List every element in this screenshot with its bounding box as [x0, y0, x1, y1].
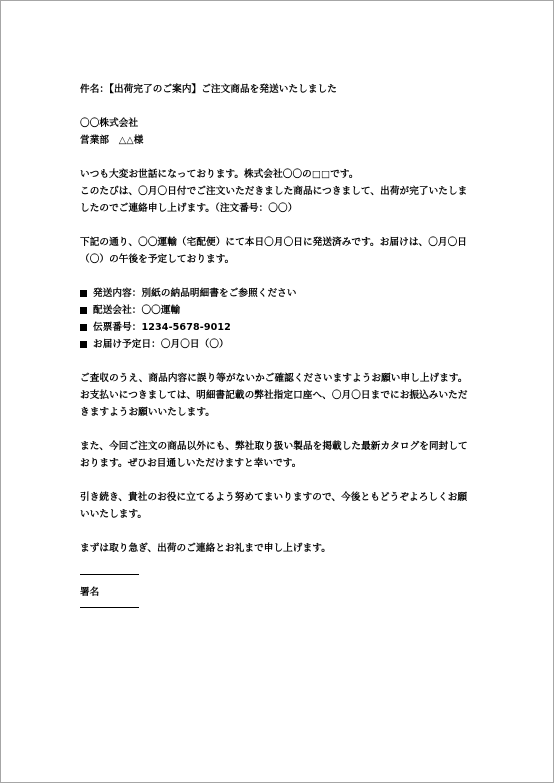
intro-line: このたびは、〇月〇日付でご注文いただきました商品につきまして、出荷が完了いたしま: [80, 186, 468, 197]
spacer: [80, 149, 480, 166]
signature-rule-top: [80, 574, 139, 575]
spacer: [80, 98, 480, 115]
square-bullet-icon: [80, 341, 87, 348]
detail-item: [80, 336, 480, 353]
check-request-line: お支払いにつきましては、明細書記載の弊社指定口座へ、〇月〇日までにお振込みいただ: [80, 390, 468, 401]
subject-line: 件名：【出荷完了のご案内】ご注文商品を発送いたしました: [80, 84, 337, 95]
detail-item: [80, 285, 480, 302]
detail-text: 発送内容：別紙の納品明細書をご参照ください: [93, 288, 297, 299]
square-bullet-icon: [80, 290, 87, 297]
check-request-line: きますようお願いいたします。: [80, 407, 215, 418]
closing-hope-line: いいたします。: [80, 509, 148, 520]
detail-item: [80, 302, 480, 319]
check-request-line: ご査収のうえ、商品内容に誤り等がないかご確認くださいますようお願い申し上げます。: [80, 373, 468, 384]
signature-rule-bottom: [80, 607, 139, 608]
square-bullet-icon: [80, 307, 87, 314]
detail-item: [80, 319, 480, 336]
spacer: [80, 353, 480, 370]
letter-body: [80, 81, 480, 557]
intro-line: いつも大変お世話になっております。株式会社〇〇の□□です。: [80, 169, 359, 180]
recipient-company: 〇〇株式会社: [80, 118, 139, 129]
detail-text: お届け予定日：〇月〇日（〇）: [93, 339, 229, 350]
spacer: [80, 421, 480, 438]
spacer: [80, 472, 480, 489]
spacer: [80, 523, 480, 540]
shipping-note-line: 下記の通り、〇〇運輸（宅配便）にて本日〇月〇日に発送済みです。お届けは、〇月〇日: [80, 237, 467, 248]
intro-line: したのでご連絡申し上げます。（注文番号：〇〇）: [80, 203, 298, 214]
recipient-person: 営業部 △△様: [80, 135, 144, 146]
closing-hope-line: 引き続き、貴社のお役に立てるよう努めてまいりますので、今後ともどうぞよろしくお願: [80, 492, 468, 503]
spacer: [80, 268, 480, 285]
catalog-note-line: また、今回ご注文の商品以外にも、弊社取り扱い製品を掲載した最新カタログを同封して: [80, 441, 468, 452]
catalog-note-line: おります。ぜひお目通しいただけますと幸いです。: [80, 458, 302, 469]
square-bullet-icon: [80, 324, 87, 331]
detail-text: 伝票番号：1234-5678-9012: [93, 322, 231, 333]
closing-line: まずは取り急ぎ、出荷のご連絡とお礼まで申し上げます。: [80, 543, 331, 554]
spacer: [80, 217, 480, 234]
detail-text: 配送会社：〇〇運輸: [93, 305, 181, 316]
signature-label: 署名: [80, 587, 100, 598]
shipping-note-line: （〇）の午後を予定しております。: [80, 254, 235, 265]
